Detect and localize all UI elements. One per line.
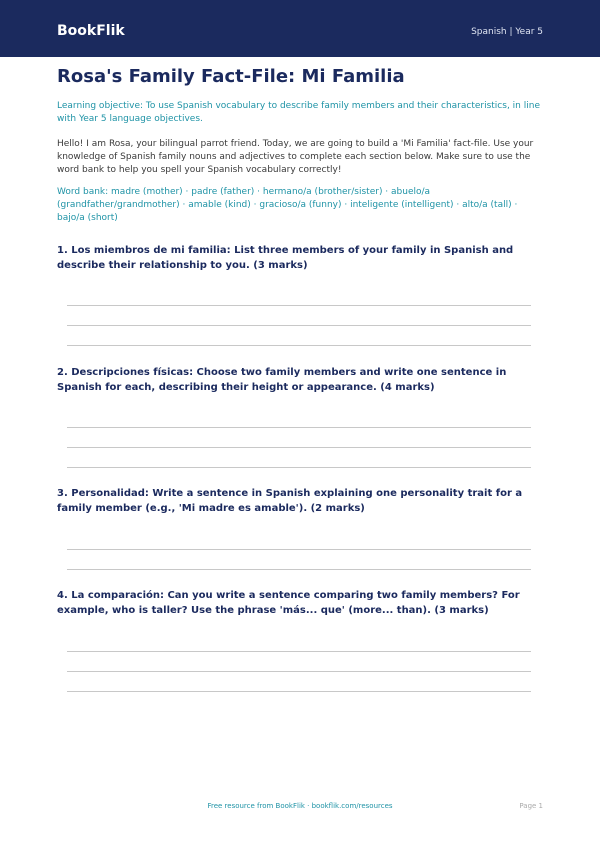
answer-line[interactable] <box>67 569 531 570</box>
answer-line[interactable] <box>67 325 531 326</box>
word-bank: Word bank: madre (mother) · padre (father) · hermano/a (brother/sister) · abuelo/a (grandfather/grandmother) · amable (kind) · gracioso/a (funny) · inteligente (intelligent) · alto/a (tall) · bajo/a (short) <box>57 187 518 223</box>
intro-text: Hello! I am Rosa, your bilingual parrot friend. Today, we are going to build a 'Mi Familia' fact-file. Use your knowledge of Spanish family nouns and adjectives to complete each section below. Make sure to use the word bank to help you spell your Spanish vocabulary correctly! <box>57 139 534 175</box>
page-title: Rosa's Family Fact-File: Mi Familia <box>57 66 405 87</box>
answer-line[interactable] <box>67 549 531 550</box>
footer-credit[interactable]: Free resource from BookFlik · bookflik.com/resources <box>207 802 393 810</box>
question-2: 2. Descripciones físicas: Choose two family members and write one sentence in Spanish for each, describing their height or appearance. (4 marks) <box>57 367 507 393</box>
answer-line[interactable] <box>67 345 531 346</box>
learning-objective: Learning objective: To use Spanish vocabulary to describe family members and their characteristics, in line with Year 5 language objectives. <box>57 101 540 124</box>
brand-logo[interactable]: BookFlik <box>57 23 125 39</box>
answer-line[interactable] <box>67 447 531 448</box>
answer-line[interactable] <box>67 691 531 692</box>
answer-line[interactable] <box>67 305 531 306</box>
page-number: Page 1 <box>519 802 543 810</box>
question-3: 3. Personalidad: Write a sentence in Spanish explaining one personality trait for a family member (e.g., 'Mi madre es amable'). (2 marks) <box>57 488 523 514</box>
answer-line[interactable] <box>67 671 531 672</box>
question-1: 1. Los miembros de mi familia: List three members of your family in Spanish and describe their relationship to you. (3 marks) <box>57 245 514 271</box>
answer-line[interactable] <box>67 467 531 468</box>
answer-line[interactable] <box>67 651 531 652</box>
subject-year-label: Spanish | Year 5 <box>471 27 543 37</box>
answer-line[interactable] <box>67 427 531 428</box>
header-bar <box>0 0 600 57</box>
question-4: 4. La comparación: Can you write a sentence comparing two family members? For example, who is taller? Use the phrase 'más... que' (more... than). (3 marks) <box>57 590 520 616</box>
